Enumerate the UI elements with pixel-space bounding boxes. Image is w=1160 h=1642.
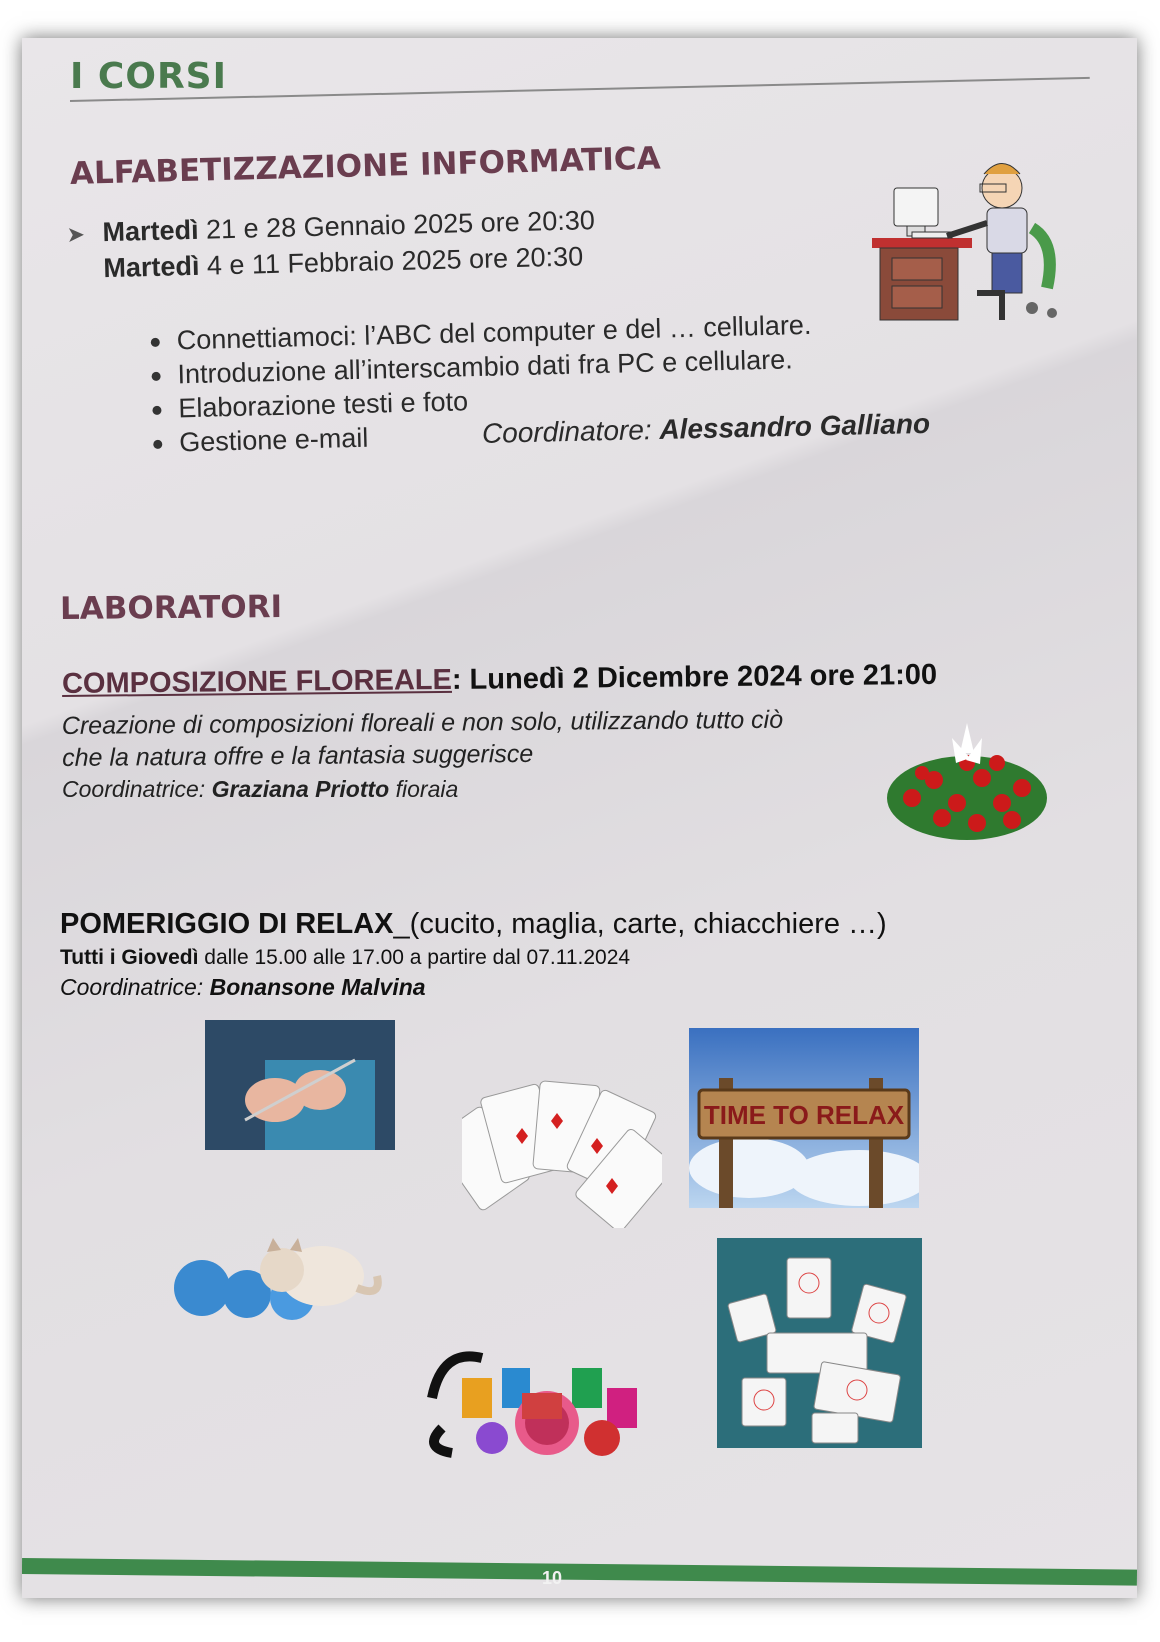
page-number: 10 bbox=[542, 1568, 563, 1588]
topic-item: Connettiamoci: l’ABC del computer e del … cellulare. bbox=[150, 308, 811, 358]
section-title: I CORSI bbox=[70, 56, 227, 97]
labs-title: LABORATORI bbox=[59, 589, 283, 627]
topic-item: Elaborazione testi e foto bbox=[152, 376, 813, 426]
relax-days: Tutti i Giovedì bbox=[60, 946, 199, 969]
floral-name: COMPOSIZIONE FLOREALE bbox=[61, 663, 453, 700]
floral-when: : Lunedì 2 Dicembre 2024 ore 21:00 bbox=[451, 658, 938, 696]
coordinator-role: fioraia bbox=[389, 776, 459, 802]
floral-desc-line: che la natura offre e la fantasia suggerisce bbox=[62, 739, 534, 772]
coordinator-label: Coordinatore: bbox=[481, 413, 660, 449]
relax-name: POMERIGGIO DI RELAX bbox=[60, 908, 394, 940]
coordinator-label: Coordinatrice: bbox=[60, 974, 210, 1000]
computer-user-cartoon bbox=[852, 148, 1072, 328]
coordinator-name: Graziana Priotto bbox=[211, 776, 390, 802]
relax-hours: dalle 15.00 alle 17.00 a partire dal 07.11.2024 bbox=[198, 946, 631, 969]
schedule-day: Martedì bbox=[102, 214, 199, 248]
brochure-page bbox=[22, 38, 1137, 1598]
schedule-day: Martedì bbox=[103, 250, 200, 284]
course-title: ALFABETIZZAZIONE INFORMATICA bbox=[69, 140, 662, 192]
flower-arrangement-image bbox=[882, 708, 1052, 848]
topic-item: Introduzione all’interscambio dati fra PC e cellulare. bbox=[151, 342, 812, 392]
relax-detail: _(cucito, maglia, carte, chiacchiere …) bbox=[393, 908, 887, 940]
topic-item: Gestione e-mail bbox=[153, 410, 814, 460]
card-deck-photo bbox=[717, 1238, 922, 1448]
floral-description bbox=[62, 702, 923, 774]
kitten-yarn-image bbox=[172, 1228, 392, 1338]
coordinator-name: Alessandro Galliano bbox=[659, 407, 931, 445]
relax-heading bbox=[60, 908, 887, 941]
sign-text: TIME TO RELAX bbox=[703, 1100, 905, 1130]
relax-schedule bbox=[60, 946, 630, 970]
floral-heading bbox=[62, 659, 937, 701]
floral-coordinator bbox=[62, 776, 458, 803]
coordinator-name: Bonansone Malvina bbox=[209, 974, 426, 1000]
schedule-text: 21 e 28 Gennaio 2025 ore 20:30 bbox=[198, 205, 596, 245]
course-schedule bbox=[66, 203, 596, 286]
sewing-supplies-image bbox=[422, 1338, 652, 1468]
time-to-relax-sign-image bbox=[689, 1028, 919, 1208]
playing-cards-fan-image bbox=[462, 1068, 662, 1228]
arrow-bullet-icon: ➤ bbox=[66, 221, 86, 248]
floral-desc-line: Creazione di composizioni floreali e non solo, utilizzando tutto ciò bbox=[61, 705, 784, 741]
knitting-photo bbox=[205, 1020, 395, 1150]
footer-bar bbox=[22, 1558, 1137, 1586]
schedule-text: 4 e 11 Febbraio 2025 ore 20:30 bbox=[199, 241, 584, 281]
relax-coordinator bbox=[60, 974, 426, 1001]
coordinator-label: Coordinatrice: bbox=[62, 776, 212, 802]
